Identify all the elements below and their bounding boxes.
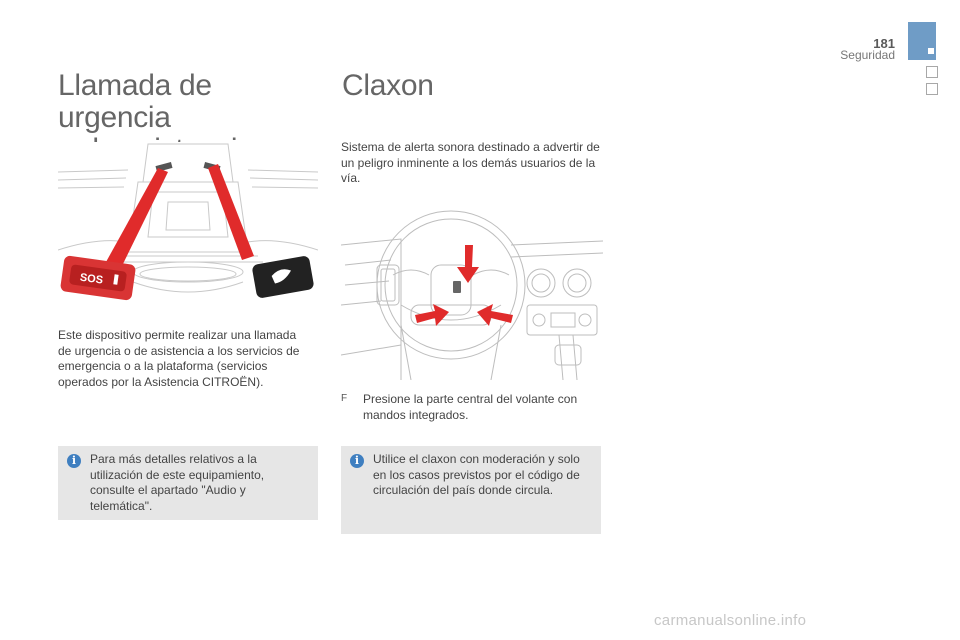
info-box-horn-usage	[341, 446, 601, 534]
figure-ceiling-console	[58, 142, 318, 316]
info-text: Para más detalles relativos a la utilización de este equipamiento, consulte el apartado "Audio y telemática".	[90, 452, 265, 513]
watermark: carmanualsonline.info	[654, 612, 807, 629]
chapter-tab-empty	[926, 83, 938, 95]
horn-description: Sistema de alerta sonora destinado a advertir de un peligro inminente a los demás usuarios de la vía.	[341, 140, 600, 185]
info-icon: i	[67, 454, 81, 468]
steering-wheel-illustration	[341, 205, 603, 380]
section-label: Seguridad	[840, 48, 895, 62]
info-text: Utilice el claxon con moderación y solo en los casos previstos por el código de circulación del país donde circula.	[373, 452, 580, 497]
chapter-tab	[908, 22, 936, 60]
ceiling-console-illustration	[58, 142, 318, 316]
title-horn: Claxon	[342, 69, 434, 102]
chapter-tab-mark	[928, 48, 934, 54]
emergency-call-description: Este dispositivo permite realizar una llamada de urgencia o de asistencia a los servicios de emergencia o a la plataforma (servicios operados por la Asistencia CITROËN).	[58, 328, 300, 389]
horn-center-mark	[453, 281, 461, 293]
title-line-1: Llamada de urgencia	[58, 69, 212, 134]
info-icon: i	[350, 454, 364, 468]
chapter-tab-empty	[926, 66, 938, 78]
sos-button-label: SOS	[79, 271, 104, 287]
page-number: 181	[873, 36, 895, 51]
figure-steering-wheel	[341, 205, 603, 380]
info-box-audio-telematics	[58, 446, 318, 520]
bullet-text: Presione la parte central del volante con mandos integrados.	[363, 392, 578, 422]
triangle-bullet-icon: F	[341, 393, 348, 404]
